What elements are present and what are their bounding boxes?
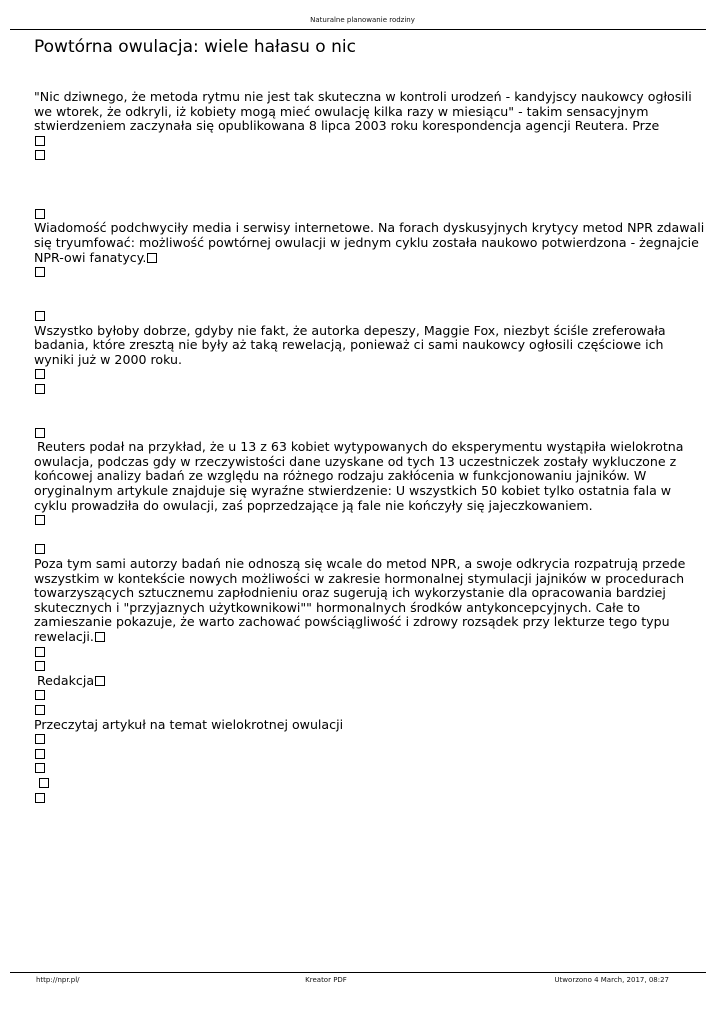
- article-body: [34, 89, 705, 805]
- page-header: Naturalne planowanie rodziny: [310, 16, 415, 24]
- paragraph-2-line-wrap: [34, 251, 686, 266]
- paragraph-4-line: końcowej analizy badań ze względu na różnego rodzaju zakłócenia w funkcjonowaniu jajników. W: [34, 468, 647, 484]
- missing-glyph-icon: [35, 369, 45, 379]
- header-divider: [10, 29, 706, 30]
- missing-glyph-icon: [35, 136, 45, 146]
- paragraph-4-line: owulacja, podczas gdy w rzeczywistości dane uzyskane od tych 13 uczestniczek zostały wykluczone z: [34, 453, 677, 469]
- paragraph-1-line: we wtorek, że odkryli, iż kobiety mogą mieć owulację kilka razy w miesiącu" - takim sensacyjnym: [34, 103, 649, 119]
- missing-glyph-icon: [95, 676, 105, 686]
- missing-glyph-line: [34, 426, 686, 441]
- missing-glyph-icon: [35, 311, 45, 321]
- paragraph-5-line: wszystkim w kontekście nowych możliwości w zakresie hormonalnej stymulacji jajników w procedurach: [34, 570, 685, 586]
- footer-generator: Kreator PDF: [305, 976, 347, 984]
- missing-glyph-icon: [35, 544, 45, 554]
- paragraph-3-line: badania, które zresztą nie były aż taką rewelacją, ponieważ ci sami naukowcy ogłosili częściowe ich: [34, 337, 664, 353]
- missing-glyph-line: [34, 761, 686, 776]
- missing-glyph-line: [34, 732, 686, 747]
- missing-glyph-line: [34, 645, 686, 660]
- missing-glyph-icon: [35, 428, 45, 438]
- footer-divider: [10, 972, 706, 973]
- missing-glyph-line: [34, 513, 686, 528]
- missing-glyph-icon: [147, 253, 157, 263]
- paragraph-5-line-wrap: [34, 630, 686, 645]
- paragraph-2-line: NPR-owi fanatycy.: [34, 249, 147, 265]
- missing-glyph-icon: [35, 150, 45, 160]
- article-title: Powtórna owulacja: wiele hałasu o nic: [34, 37, 356, 57]
- missing-glyph-icon: [35, 734, 45, 744]
- paragraph-2-line: się tryumfować: możliwość powtórnej owulacji w jednym cyklu została naukowo potwierdzona - żegnajcie: [34, 234, 699, 250]
- missing-glyph-icon: [35, 690, 45, 700]
- missing-glyph-line: [34, 382, 686, 397]
- missing-glyph-line: [34, 659, 686, 674]
- paragraph-5-line: towarzyszących sztucznemu zapłodnieniu oraz sugerują ich wykorzystanie dla opracowania bardziej: [34, 585, 666, 601]
- missing-glyph-icon: [35, 209, 45, 219]
- paragraph-4-line: oryginalnym artykule znajduje się wyraźne stwierdzenie: U wszystkich 50 kobiet tylko ostatnia fala w: [34, 483, 672, 499]
- related-article-text: Przeczytaj artykuł na temat wielokrotnej owulacji: [34, 716, 344, 732]
- paragraph-5-line: rewelacji.: [34, 628, 94, 644]
- footer-url: http://npr.pl/: [36, 976, 80, 984]
- missing-glyph-line: [34, 776, 686, 791]
- missing-glyph-icon: [35, 763, 45, 773]
- missing-glyph-icon: [35, 647, 45, 657]
- missing-glyph-line: [34, 791, 686, 806]
- paragraph-5-line: zamieszanie pokazuje, że warto zachować powściągliwość i zdrowy rozsądek przy lekturze tego typu: [34, 614, 670, 630]
- paragraph-4-line: cyklu prowadziła do owulacji, zaś poprzedzające ją fale nie kończyły się jajeczkowaniem.: [34, 497, 593, 513]
- missing-glyph-icon: [35, 705, 45, 715]
- missing-glyph-line: [34, 207, 686, 222]
- missing-glyph-line: [34, 134, 686, 149]
- paragraph-3-line: Wszystko byłoby dobrze, gdyby nie fakt, że autorka depeszy, Maggie Fox, niezbyt ściśle zreferowała: [34, 322, 666, 338]
- missing-glyph-line: [34, 265, 686, 280]
- missing-glyph-icon: [39, 778, 49, 788]
- signature: Redakcja: [37, 672, 95, 688]
- missing-glyph-icon: [35, 267, 45, 277]
- missing-glyph-line: [34, 747, 686, 762]
- missing-glyph-icon: [95, 632, 105, 642]
- paragraph-5-line: Poza tym sami autorzy badań nie odnoszą się wcale do metod NPR, a swoje odkrycia rozpatrują przede: [34, 556, 686, 571]
- missing-glyph-line: [34, 148, 686, 163]
- missing-glyph-icon: [35, 749, 45, 759]
- paragraph-4-line: Reuters podał na przykład, że u 13 z 63 kobiet wytypowanych do eksperymentu wystąpiła wielokrotna: [37, 439, 684, 455]
- paragraph-1-line: "Nic dziwnego, że metoda rytmu nie jest tak skuteczna w kontroli urodzeń - kandyjscy naukowcy ogłosili: [34, 89, 692, 104]
- missing-glyph-line: [34, 703, 686, 718]
- missing-glyph-icon: [35, 661, 45, 671]
- missing-glyph-line: [34, 542, 686, 557]
- missing-glyph-line: [34, 309, 686, 324]
- signature-line: [34, 674, 686, 689]
- paragraph-1-line: stwierdzeniem zaczynała się opublikowana 8 lipca 2003 roku korespondencja agencji Reutera. Prze: [34, 118, 660, 134]
- paragraph-2-line: Wiadomość podchwyciły media i serwisy internetowe. Na forach dyskusyjnych krytycy metod NPR zdawali: [34, 220, 705, 236]
- paragraph-5-line: skutecznych i "przyjaznych użytkownikowi"" hormonalnych środków antykoncepcyjnych. Całe to: [34, 599, 641, 615]
- missing-glyph-icon: [35, 384, 45, 394]
- missing-glyph-line: [34, 688, 686, 703]
- paragraph-3-line: wyniki już w 2000 roku.: [34, 351, 182, 367]
- missing-glyph-icon: [35, 793, 45, 803]
- missing-glyph-line: [34, 367, 686, 382]
- footer-created-date: Utworzono 4 March, 2017, 08:27: [554, 976, 669, 984]
- missing-glyph-icon: [35, 515, 45, 525]
